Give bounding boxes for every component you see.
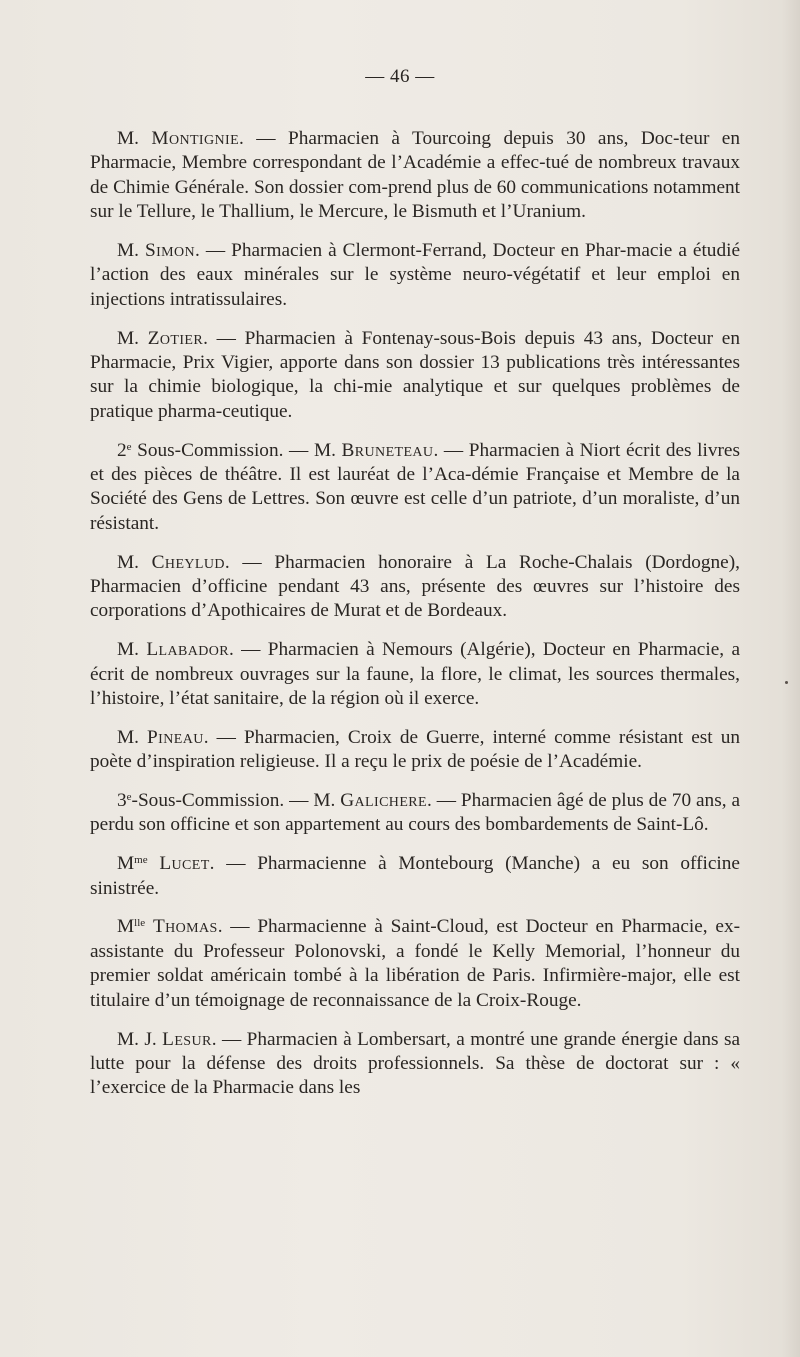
person-name: Lucet: [159, 853, 210, 875]
person-name: Lesur: [162, 1028, 212, 1050]
page-edge-shadow: [782, 0, 800, 1357]
honorific: M.: [117, 726, 139, 748]
entry-description: . — Pharmacien, Croix de Guerre, interné comme résistant est un poète d’inspiration religieuse. Il a reçu le prix de poésie de l’Académie.: [90, 726, 740, 773]
honorific-suffix: me: [134, 854, 148, 867]
entry-description: . — Pharmacienne à Saint-Cloud, est Docteur en Pharmacie, ex-assistante du Professeur Polonovski, a fondé le Kelly Memorial, l’honneur du premier soldat américain tombé à la libération de Paris. Infirmière-major, elle est titulaire d’un témoignage de reconnaissance de la Croix-Rouge.: [90, 916, 741, 1011]
honorific: M: [117, 916, 135, 938]
entry-description: . — Pharmacien à Lombersart, a montré une grande énergie dans sa lutte pour la défense des droits professionnels. Sa thèse de doctorat sur : « l’exercice de la Pharmacie dans les: [90, 1028, 741, 1099]
entry-paragraph: [90, 239, 740, 312]
honorific: M: [117, 853, 135, 875]
entry-paragraph: [90, 638, 740, 711]
entry-description: . — Pharmacien honoraire à La Roche-Chalais (Dordogne), Pharmacien d’officine pendant 43 ans, présente des œuvres sur l’histoire des corporations d’Apothicaires de Murat et de Bordeaux.: [90, 551, 740, 622]
entry-paragraph: [90, 915, 740, 1013]
entry-description: . — Pharmacien à Nemours (Algérie), Docteur en Pharmacie, a écrit de nombreux ouvrages sur la faune, la flore, le climat, les sources thermales, l’histoire, l’état sanitaire, de la région où il exerce.: [90, 639, 741, 710]
ordinal-suffix: e: [126, 440, 132, 453]
person-name: Simon: [144, 240, 196, 262]
subcommission-number: 3: [117, 790, 127, 812]
entry-paragraph: [90, 789, 740, 838]
honorific: M.: [117, 128, 139, 149]
entry-paragraph: [90, 726, 740, 775]
entry-description: . — Pharmacien à Clermont-Ferrand, Docteur en Phar-macie a étudié l’action des eaux minérales sur le système neuro-végétatif et leur emploi en injections intratissulaires.: [90, 240, 740, 310]
entry-description: . — Pharmacien à Tourcoing depuis 30 ans, Doc-teur en Pharmacie, Membre correspondant de l’Académie a effec-tué de nombreux travaux de Chimie Générale. Son dossier com-prend plus de 60 communications notamment sur le Tellure, le Thallium, le Mercure, le Bismuth et l’Uranium.: [90, 128, 740, 223]
ordinal-suffix: e: [126, 791, 132, 804]
body-text: [90, 127, 740, 1115]
honorific: M.: [313, 439, 336, 461]
entry-description: . — Pharmacien à Fontenay-sous-Bois depuis 43 ans, Docteur en Pharmacie, Prix Vigier, apporte dans son dossier 13 publications très intéressantes sur la chimie biologique, la chi-mie analytique et sur quelques problèmes de pratique pharma-ceutique.: [90, 327, 740, 422]
entry-paragraph: [90, 1028, 740, 1101]
paper-speck: [785, 681, 788, 684]
entry-paragraph: [90, 127, 740, 225]
page-number: — 46 —: [365, 66, 435, 87]
person-name: Cheylud: [151, 551, 225, 573]
entry-description: . — Pharmacien âgé de plus de 70 ans, a perdu son officine et son appartement au cours des bombardements de Saint-Lô.: [90, 790, 741, 836]
entry-paragraph: [90, 327, 740, 425]
honorific: M.: [117, 551, 139, 573]
person-name: Bruneteau: [341, 439, 434, 461]
subcommission-number: 2: [117, 439, 127, 461]
person-name: Zotier: [147, 327, 204, 349]
honorific: M.: [313, 790, 336, 812]
person-name: Galichere: [340, 790, 427, 812]
honorific: M.: [117, 240, 139, 262]
honorific: M. J.: [117, 1028, 157, 1050]
honorific: M.: [117, 327, 139, 349]
subcommission-label: -Sous-Commission. —: [131, 790, 314, 812]
person-name: Llabador: [146, 639, 229, 661]
honorific-suffix: lle: [134, 917, 146, 930]
entry-description: . — Pharmacien à Niort écrit des livres et des pièces de théâtre. Il est lauréat de l’Aca-démie Française et Membre de la Société des Gens de Lettres. Son œuvre est celle d’un patriote, d’un moraliste, d’un résistant.: [90, 439, 740, 534]
entry-paragraph: [90, 852, 740, 901]
honorific: M.: [117, 639, 139, 661]
person-name: Pineau: [147, 726, 204, 748]
person-name: Montignie: [151, 128, 240, 149]
entry-paragraph: [90, 439, 740, 537]
subcommission-label: Sous-Commission. —: [131, 439, 314, 461]
entry-description: . — Pharmacienne à Montebourg (Manche) a eu son officine sinistrée.: [90, 853, 740, 899]
entry-paragraph: [90, 551, 740, 624]
person-name: Thomas: [152, 916, 218, 938]
